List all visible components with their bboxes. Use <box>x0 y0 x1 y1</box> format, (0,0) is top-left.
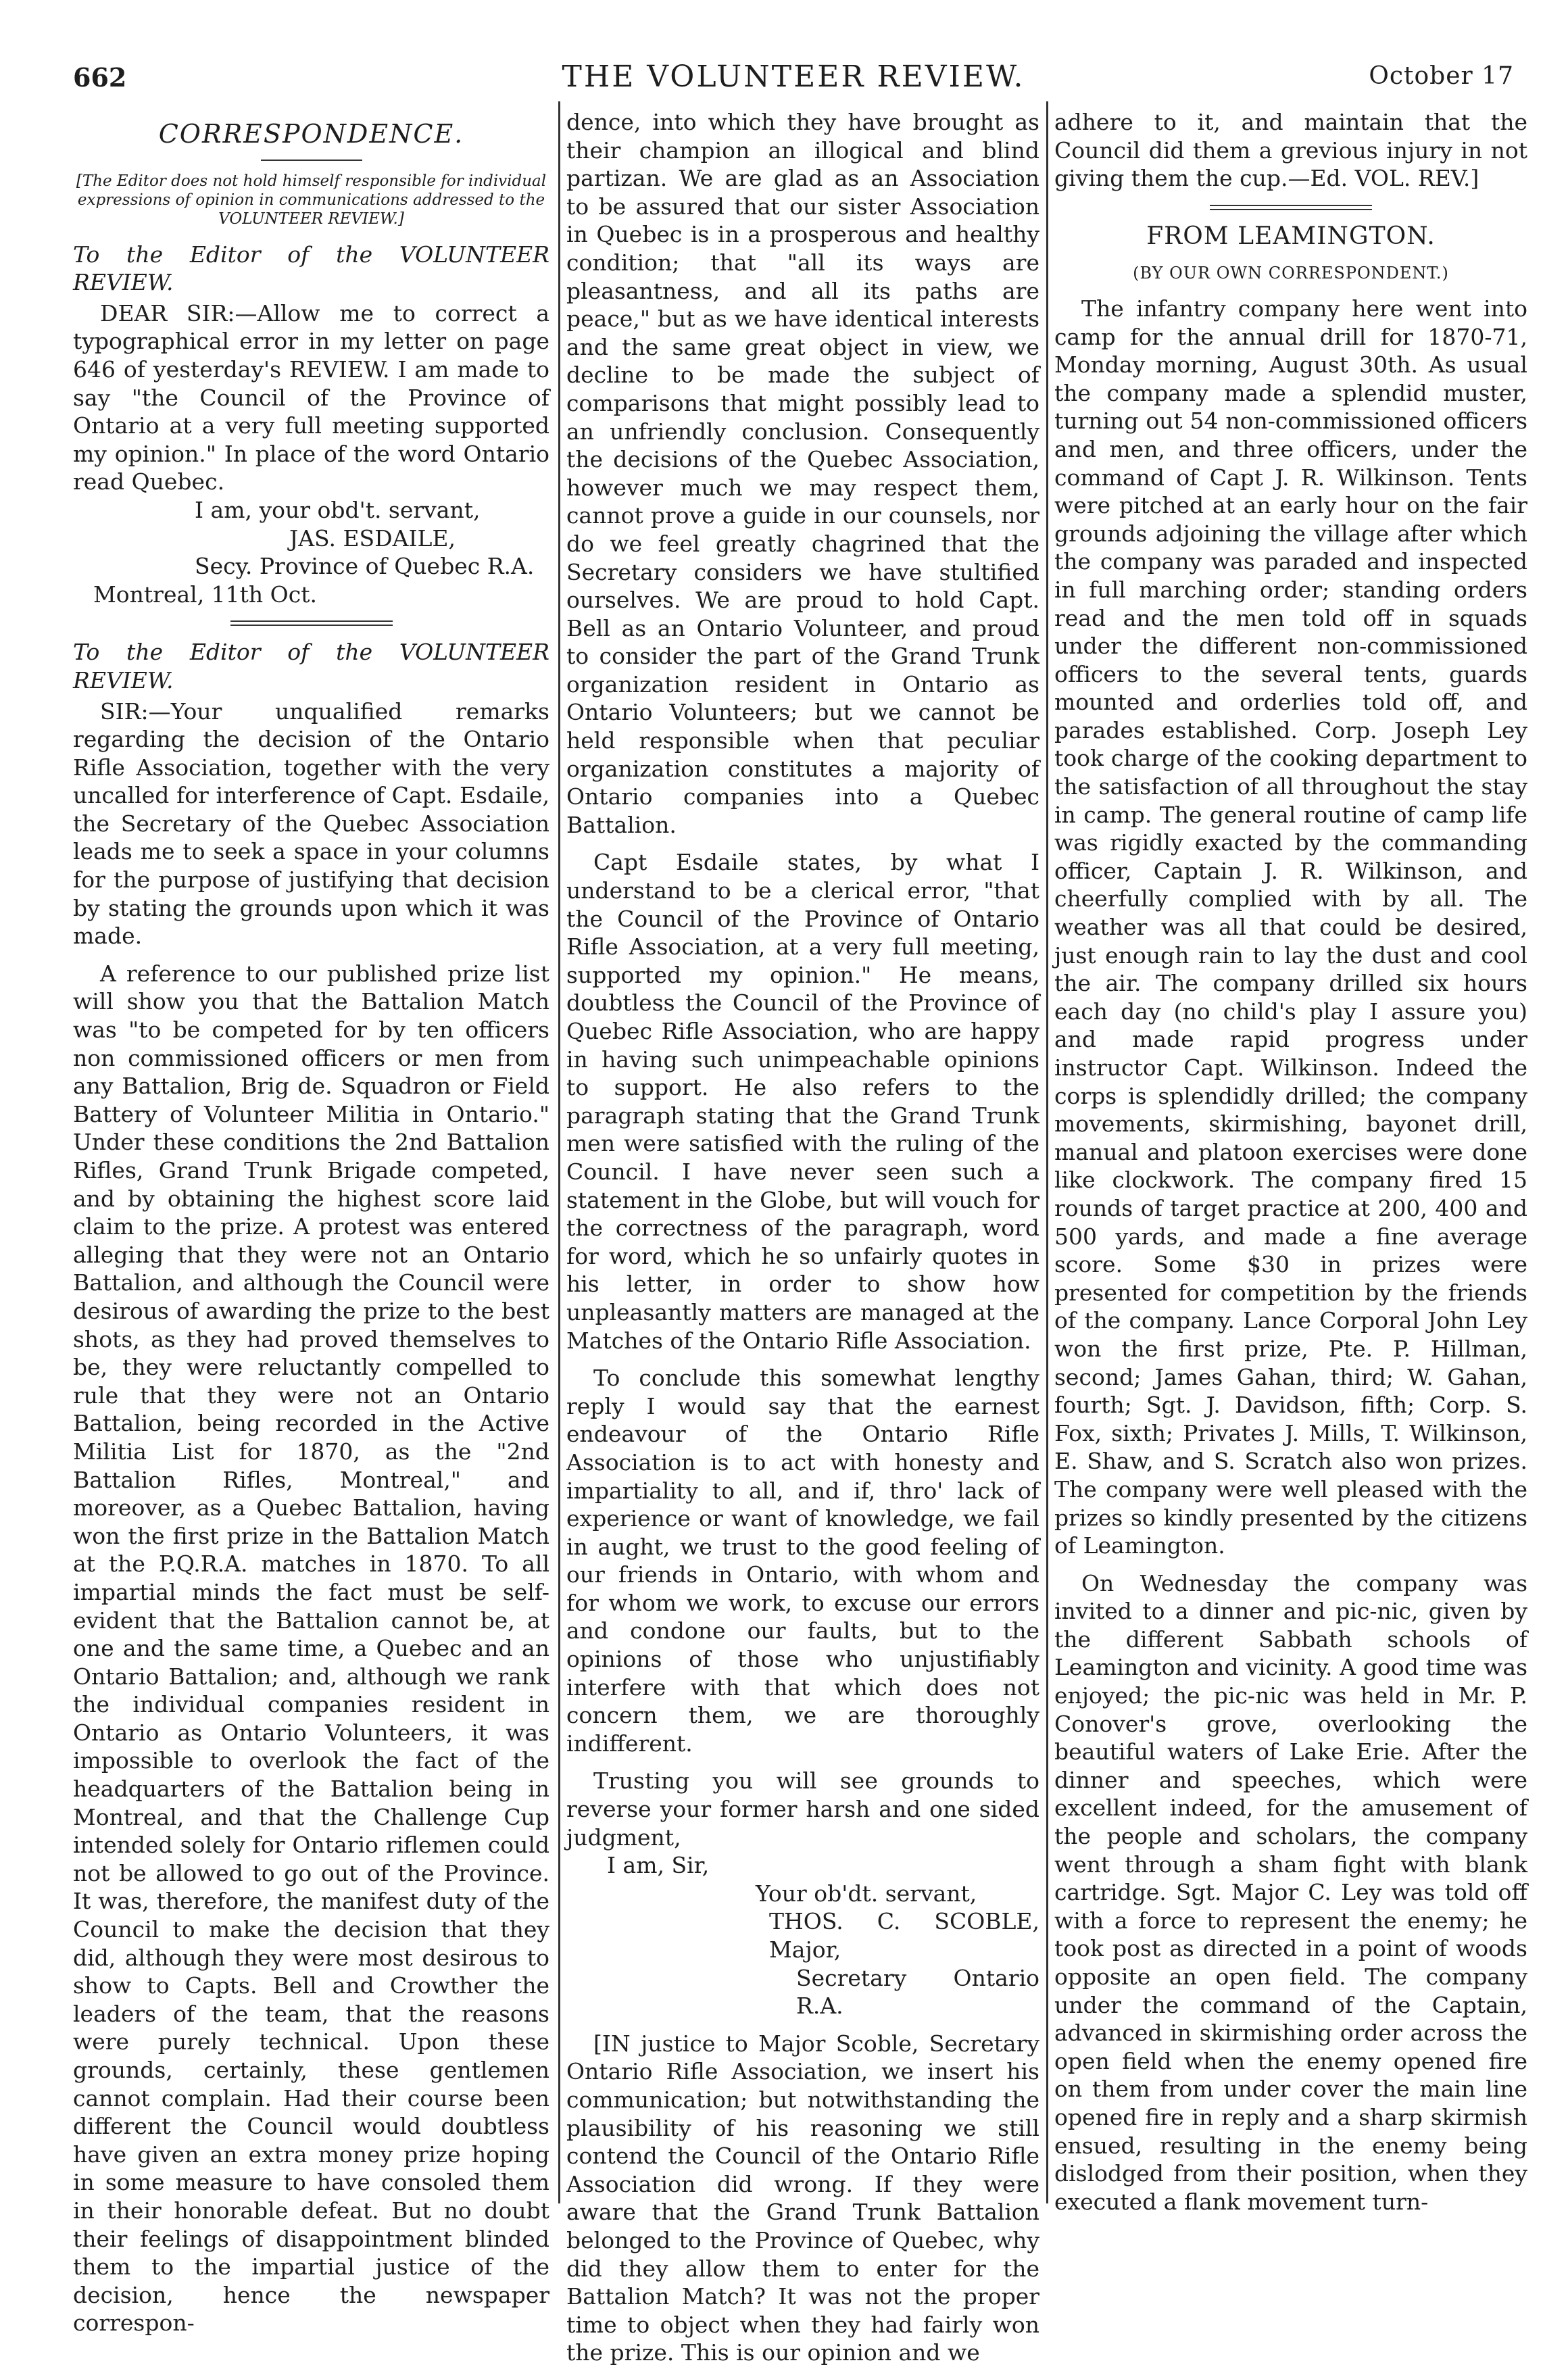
letter-1-salutation: To the Editor of the VOLUNTEER REVIEW. <box>73 241 549 296</box>
column-3 <box>1054 108 1527 2216</box>
letter-2-para-6: Trusting you will see grounds to reverse your former harsh and one sided judgment, <box>566 1767 1039 1851</box>
letter-1-signature: JAS. ESDAILE, <box>289 524 456 552</box>
leamington-para-2: On Wednesday the company was invited to a dinner and pic-nic, given by the different Sabbath schools of Leamington and vicinity. A good time was enjoyed; the pic-nic was held in Mr. P. Conover's grove, overlooking the beautiful waters of Lake Erie. After the dinner and speeches, which were excellent indeed, for the amusement of the people and scholars, the company went through a sham fight with blank cartridge. Sgt. Major C. Ley was told off with a force to represent the enemy; he took post as directed in a point of woods opposite an open field. The company under the command of the Captain, advanced in skirmishing order across the open field when the enemy opened fire on them from under cover the main line opened fire in reply and a sharp skirmish ensued, resulting in the enemy being dislodged from their position, when they executed a flank movement turn- <box>1054 1569 1527 2215</box>
letter-2-para-3: dence, into which they have brought as their champion an illogical and blind partizan. We are glad as an Association to be assured that our sister Association in Quebec is in a prosperous and healthy condition; that "all its ways are pleasantness, and all its paths are peace," but as we have identical interests and the same great object in view, we decline to be made the subject of comparisons that might possibly lead to an unfriendly conclusion. Consequently the decisions of the Quebec Association, however much we may respect them, cannot prove a guide in our counsels, nor do we feel greatly chagrined that the Secretary considers we have stultified ourselves. We are proud to hold Capt. Bell as an Ontario Volunteer, and proud to consider the part of the Grand Trunk organization resident in Ontario as Ontario Volunteers; but we cannot be held responsible when that peculiar organization constitutes a majority of Ontario companies into a Quebec Battalion. <box>566 109 1039 838</box>
column-rule-right <box>1046 101 1048 2203</box>
letter-2-para-1: SIR:—Your unqualified remarks regarding the decision of the Ontario Rifle Association, together with the very uncalled for interference of Capt. Esdaile, the Secretary of the Quebec Association leads me to seek a space in your columns for the purpose of justifying that decision by stating the grounds upon which it was made. <box>73 698 549 950</box>
letter-1-body: DEAR SIR:—Allow me to correct a typographical error in my letter on page 646 of yesterday's REVIEW. I am made to say "the Council of the Province of Ontario at a very full meeting supported my opinion." In place of the word Ontario read Quebec. <box>73 299 549 495</box>
letter-2-title: Secretary Ontario R.A. <box>796 1964 1039 2020</box>
editor-reply-continued: adhere to it, and maintain that the Council did them a grevious injury in not giving them the cup.—Ed. VOL. REV.] <box>1054 109 1527 192</box>
letter-2-para-2: A reference to our published prize list will show you that the Battalion Match was "to be competed for by ten officers non commissioned officers or men from any Battalion, Brig de. Squadron or Field Battery of Volunteer Militia in Ontario." Under these conditions the 2nd Battalion Rifles, Grand Trunk Brigade competed, and by obtaining the highest score laid claim to the prize. A protest was entered alleging that they were not an Ontario Battalion, and although the Council were desirous of awarding the prize to the best shots, as they had proved themselves to be, they were reluctantly compelled to rule that they were not an Ontario Battalion, being recorded in the Active Militia List for 1870, as the "2nd Battalion Rifles, Montreal," and moreover, as a Quebec Battalion, having won the first prize in the Battalion Match at the P.Q.R.A. matches in 1870. To all impartial minds the fact must be self-evident that the Battalion cannot be, at one and the same time, a Quebec and an Ontario Battalion; and, although we rank the individual companies resident in Ontario as Ontario Volunteers, it was impossible to overlook the fact of the headquarters of the Battalion being in Montreal, and that the Challenge Cup intended solely for Ontario riflemen could not be allowed to go out of the Province. It was, therefore, the manifest duty of the Council to make the decision that they did, although they were most desirous to show to Capts. Bell and Crowther the leaders of the team, that the reasons were purely technical. Upon these grounds, certainly, these gentlemen cannot complain. Had their course been different the Council would doubtless have given an extra money prize hoping in some measure to have consoled them in their honorable defeat. But no doubt their feelings of disappointment blinded them to the impartial justice of the decision, hence the newspaper correspon- <box>73 960 549 2337</box>
letter-2-servant: Your ob'dt. servant, <box>756 1880 977 1907</box>
leamington-para-1: The infantry company here went into camp for the annual drill for 1870-71, Monday morning, August 30th. As usual the company made a splendid muster, turning out 54 non-commissioned officers and men, and three officers, under the command of Capt J. R. Wilkinson. Tents were pitched at an early hour on the fair grounds adjoining the village after which the company was paraded and inspected in full marching order; standing orders read and the men told off in squads under the different non-commissioned officers to the several tents, guards mounted and orderlies told off, and parades established. Corp. Joseph Ley took charge of the cooking department to the satisfaction of all throughout the stay in camp. The general routine of camp life was rigidly exacted by the commanding officer, Captain J. R. Wilkinson, and cheerfully complied with by all. The weather was all that could be desired, just enough rain to lay the dust and cool the air. The company drilled six hours each day (no child's play I assure you) and made rapid progress under instructor Capt. Wilkinson. Indeed the corps is splendidly drilled; the company movements, skirmishing, bayonet drill, manual and platoon exercises were done like clockwork. The company fired 15 rounds of target practice at 200, 400 and 500 yards, and made a fine average score. Some $30 in prizes were presented for competition by the friends of the company. Lance Corporal John Ley won the first prize, Pte. P. Hillman, second; James Gahan, third; W. Gahan, fourth; Sgt. J. Davidson, fifth; Corp. S. Fox, sixth; Privates J. Mills, T. Wilkinson, E. Shaw, and S. Scratch also won prizes. The company were well pleased with the prizes so kindly presented by the citizens of Leamington. <box>1054 295 1527 1559</box>
section-heading-correspondence: CORRESPONDENCE. <box>158 119 464 149</box>
letter-1-closing: I am, your obd't. servant, <box>195 496 481 523</box>
double-divider <box>230 620 393 626</box>
letter-2-para-5: To conclude this somewhat lengthy reply I would say that the earnest endeavour of the Ontario Rifle Association is to act with honesty and impartiality to all, and if, thro' lack of experience or want of knowledge, we fail in aught, we trust to the good feeling of our friends in Ontario, with whom and for whom we work, to excuse our errors and condone our faults, but to the opinions of those who unjustifiably interfere with that which does not concern them, we are thoroughly indifferent. <box>566 1365 1039 1757</box>
letter-2-closing: I am, Sir, <box>607 1852 710 1879</box>
letter-2-signature: THOS. C. SCOBLE, Major, <box>769 1908 1039 1963</box>
letter-1-place-date: Montreal, 11th Oct. <box>93 581 317 608</box>
letter-1-title: Secy. Province of Quebec R.A. <box>195 553 535 580</box>
letter-2-salutation: To the Editor of the VOLUNTEER REVIEW. <box>73 639 549 693</box>
section-heading-leamington: FROM LEAMINGTON. <box>1146 222 1436 250</box>
editor-disclaimer: [The Editor does not hold himself responsible for individual expressions of opinion in communications addressed to the VOLUNTEER REVIEW.] <box>76 172 547 228</box>
column-1 <box>73 108 549 2337</box>
column-rule-left <box>558 101 560 2203</box>
publication-title: THE VOLUNTEER REVIEW. <box>562 59 1025 94</box>
page-number: 662 <box>73 62 127 93</box>
divider <box>261 160 362 161</box>
double-divider <box>1210 205 1372 210</box>
byline: (BY OUR OWN CORRESPONDENT.) <box>1133 264 1449 283</box>
letter-2-para-4: Capt Esdaile states, by what I understand to be a clerical error, "that the Council of the Province of Ontario Rifle Association, at a very full meeting, supported my opinion." He means, doubtless the Council of the Province of Quebec Rifle Association, who are happy in having such unimpeachable opinions to support. He also refers to the paragraph stating that the Grand Trunk men were satisfied with the ruling of the Council. I have never seen such a statement in the Globe, but will vouch for the correctness of the paragraph, word for word, which he so unfairly quotes in his letter, in order to show how unpleasantly matters are managed at the Matches of the Ontario Rifle Association. <box>566 849 1039 1354</box>
editor-reply: [IN justice to Major Scoble, Secretary Ontario Rifle Association, we insert his communication; but notwithstanding the plausibility of his reasoning we still contend the Council of the Ontario Rifle Association did wrong. If they were aware that the Grand Trunk Battalion belonged to the Province of Quebec, why did they allow them to enter for the Battalion Match? It was not the proper time to object when they had fairly won the prize. This is our opinion and we <box>566 2030 1039 2366</box>
issue-date: October 17 <box>1369 62 1514 90</box>
column-2 <box>566 108 1039 2367</box>
running-header <box>73 59 1514 100</box>
